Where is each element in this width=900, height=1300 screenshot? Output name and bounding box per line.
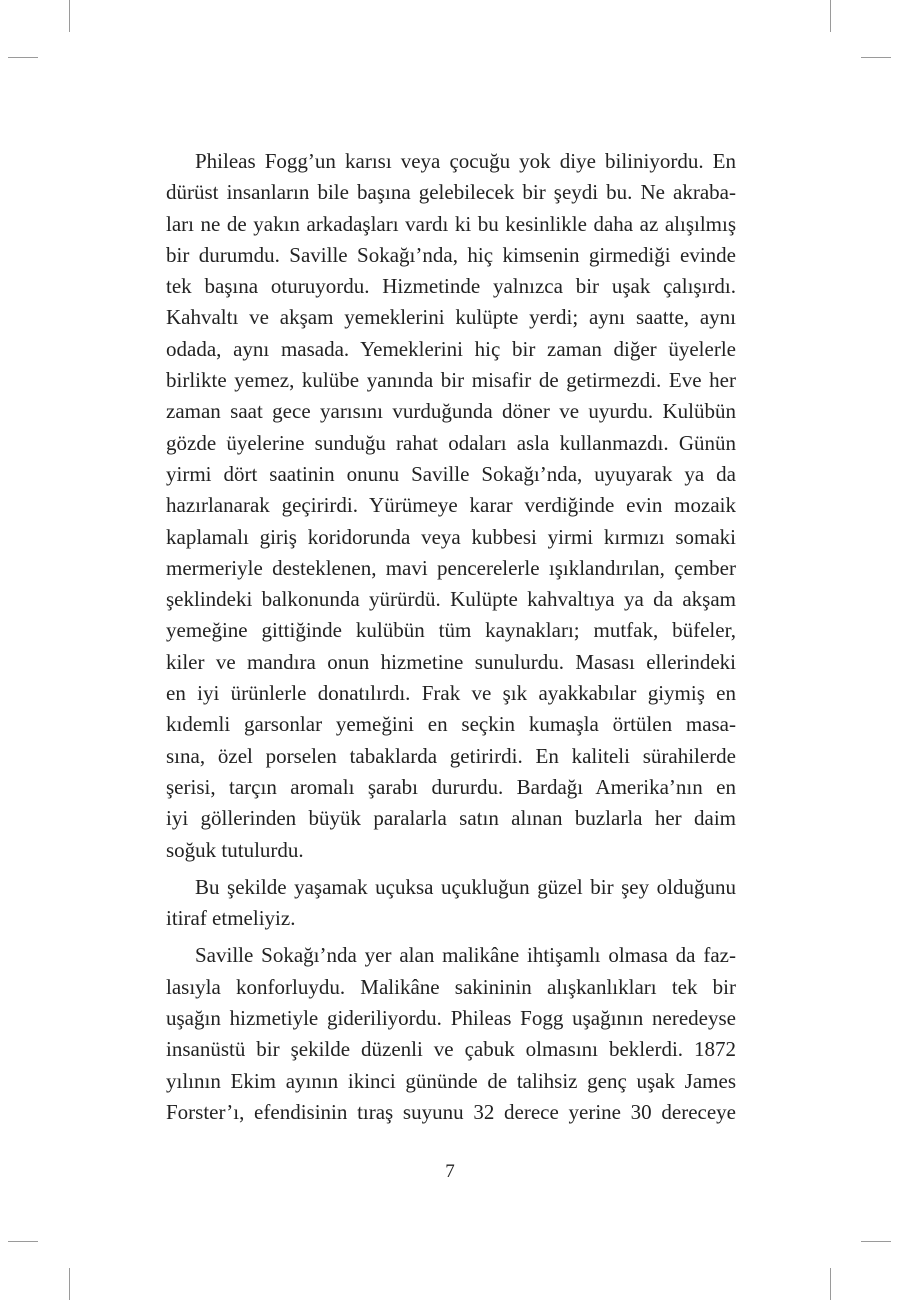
text-line: Kahvaltı ve akşam yemeklerini kulüpte yerdi; aynı saatte, aynı <box>166 305 736 330</box>
text-line: ları ne de yakın arkadaşları vardı ki bu kesinlikle daha az alışılmış <box>166 211 736 236</box>
paragraph <box>166 872 736 935</box>
text-line: gözde üyelerine sunduğu rahat odaları asla kullanmazdı. Günün <box>166 430 736 455</box>
text-line: lasıyla konforluydu. Malikâne sakininin alışkanlıkları tek bir <box>166 974 736 999</box>
text-line: şeklindeki balkonunda yürürdü. Kulüpte kahvaltıya ya da akşam <box>166 587 736 612</box>
text-line: en iyi ürünlerle donatılırdı. Frak ve şık ayakkabılar giymiş en <box>166 681 736 706</box>
text-line: insanüstü bir şekilde düzenli ve çabuk olmasını beklerdi. 1872 <box>166 1037 736 1062</box>
crop-mark-bottom-right <box>830 1268 831 1300</box>
text-line: kaplamalı giriş koridorunda veya kubbesi yirmi kırmızı somaki <box>166 524 736 549</box>
text-line: dürüst insanların bile başına gelebilecek bir şeydi bu. Ne akraba- <box>166 180 736 205</box>
text-line: iyi göllerinden büyük paralarla satın alınan buzlarla her daim <box>166 806 736 831</box>
text-line: Bu şekilde yaşamak uçuksa uçukluğun güzel bir şey olduğunu <box>195 874 736 899</box>
body-text <box>166 146 736 1128</box>
page-number: 7 <box>445 1161 455 1182</box>
text-line: yemeğine gittiğinde kulübün tüm kaynakları; mutfak, büfeler, <box>166 618 736 643</box>
text-line: hazırlanarak geçirirdi. Yürümeye karar verdiğinde evin mozaik <box>166 493 736 518</box>
text-line: odada, aynı masada. Yemeklerini hiç bir zaman diğer üyelerle <box>166 336 736 361</box>
text-line: itiraf etmeliyiz. <box>166 906 296 931</box>
text-line: soğuk tutulurdu. <box>166 837 304 862</box>
crop-mark-bottom-left <box>69 1268 70 1300</box>
text-line: sına, özel porselen tabaklarda getirirdi. En kaliteli sürahilerde <box>166 743 736 768</box>
text-line: kiler ve mandıra onun hizmetine sunulurdu. Masası ellerindeki <box>166 649 736 674</box>
text-line: birlikte yemez, kulübe yanında bir misafir de getirmezdi. Eve her <box>166 368 736 393</box>
crop-mark-right-bottom <box>861 1241 891 1242</box>
crop-mark-top-left <box>69 0 70 32</box>
text-line: Forster’ı, efendisinin tıraş suyunu 32 derece yerine 30 dereceye <box>166 1099 736 1124</box>
text-line: Phileas Fogg’un karısı veya çocuğu yok diye biliniyordu. En <box>195 149 736 173</box>
text-line: uşağın hizmetiyle gideriliyordu. Phileas Fogg uşağının neredeyse <box>166 1006 736 1031</box>
crop-mark-right-top <box>861 57 891 58</box>
text-line: yirmi dört saatinin onunu Saville Sokağı’nda, uyuyarak ya da <box>166 461 736 486</box>
text-line: bir durumdu. Saville Sokağı’nda, hiç kimsenin girmediği evinde <box>166 242 736 267</box>
crop-mark-left-bottom <box>8 1241 38 1242</box>
text-line: yılının Ekim ayının ikinci gününde de talihsiz genç uşak James <box>166 1068 736 1093</box>
paragraph <box>166 146 736 866</box>
text-line: mermeriyle desteklenen, mavi pencerelerle ışıklandırılan, çember <box>166 555 736 580</box>
paragraph <box>166 940 736 1128</box>
text-line: kıdemli garsonlar yemeğini en seçkin kumaşla örtülen masa- <box>166 712 736 737</box>
text-line: Saville Sokağı’nda yer alan malikâne ihtişamlı olmasa da faz- <box>195 943 736 968</box>
text-line: şerisi, tarçın aromalı şarabı dururdu. Bardağı Amerika’nın en <box>166 774 736 799</box>
text-line: zaman saat gece yarısını vurduğunda döner ve uyurdu. Kulübün <box>166 399 736 424</box>
crop-mark-left-top <box>8 57 38 58</box>
text-line: tek başına oturuyordu. Hizmetinde yalnızca bir uşak çalışırdı. <box>166 274 736 299</box>
crop-mark-top-right <box>830 0 831 32</box>
